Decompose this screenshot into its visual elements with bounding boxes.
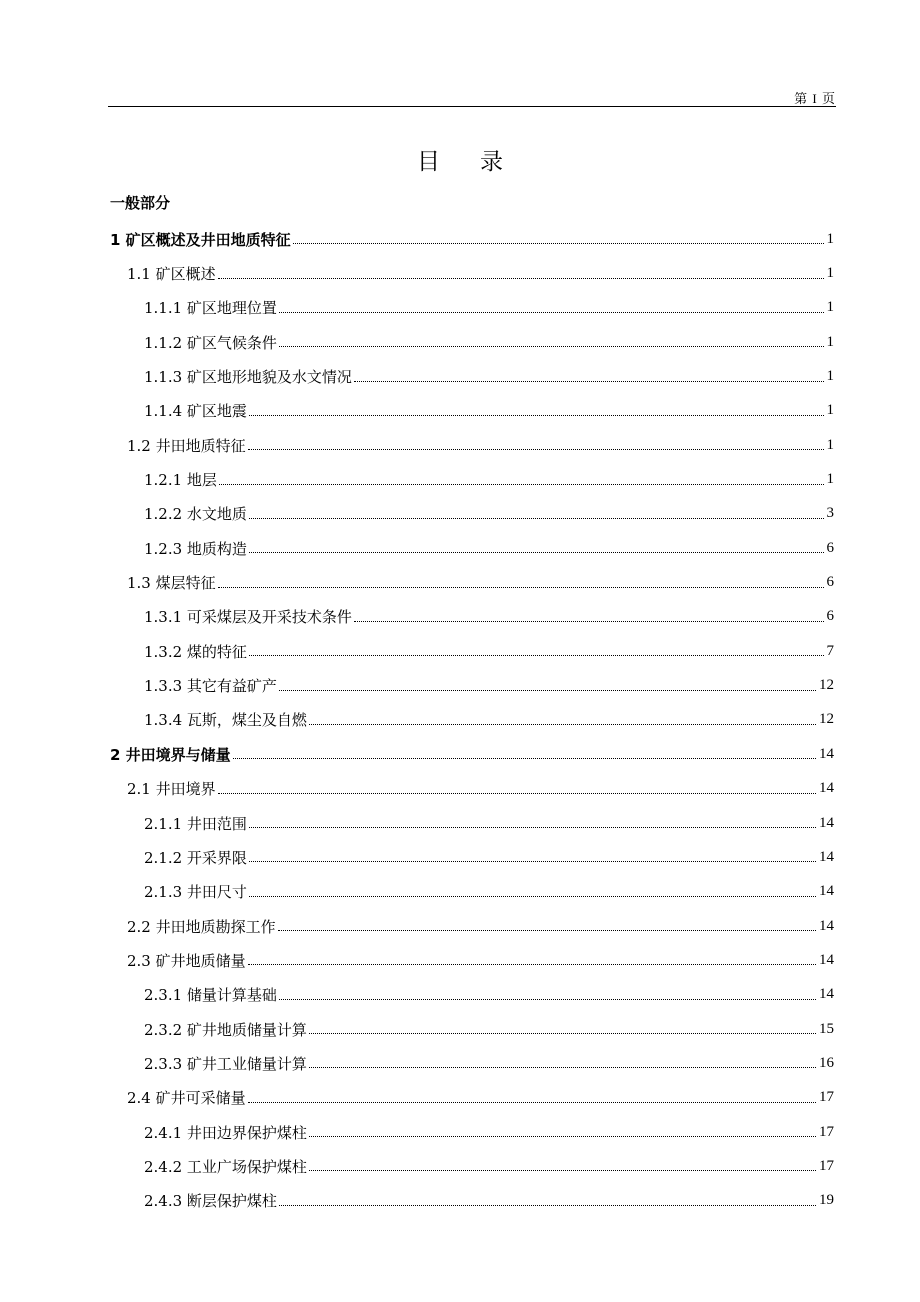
toc-entry[interactable] (0, 600, 920, 634)
toc-dot-leader (249, 896, 816, 897)
toc-entry[interactable] (0, 1046, 920, 1080)
page-number: 第 I 页 (794, 91, 836, 106)
toc-entry-page: 14 (819, 917, 834, 934)
toc-dot-leader (248, 964, 816, 965)
toc-dot-leader (309, 1136, 816, 1137)
toc-entry[interactable] (0, 772, 920, 806)
toc-entry-title: 1.2.2 水文地质 (144, 505, 247, 524)
toc-entry-page: 17 (819, 1123, 834, 1140)
toc-entry-title: 2.1 井田境界 (127, 780, 216, 799)
toc-entry-page: 6 (826, 574, 834, 591)
toc-entry[interactable] (0, 943, 920, 977)
toc-entry-title: 1.1.1 矿区地理位置 (144, 299, 277, 318)
toc-dot-leader (233, 758, 816, 759)
toc-entry[interactable] (0, 531, 920, 565)
toc-entry[interactable] (0, 222, 920, 256)
toc-entry[interactable] (0, 462, 920, 496)
toc-entry[interactable] (0, 359, 920, 393)
toc-entry-title: 1.3.4 瓦斯，煤尘及自燃 (144, 711, 307, 730)
toc-entry-title: 1.3.2 煤的特征 (144, 642, 247, 661)
toc-entry-page: 1 (826, 230, 834, 247)
toc-dot-leader (354, 381, 824, 382)
toc-entry[interactable] (0, 325, 920, 359)
toc-dot-leader (249, 552, 824, 553)
toc-entry-page: 1 (826, 402, 834, 419)
toc-entry-page: 17 (819, 1089, 834, 1106)
toc-entry[interactable] (0, 634, 920, 668)
toc-title: 目录 (417, 149, 543, 175)
toc-dot-leader (248, 1102, 816, 1103)
toc-dot-leader (354, 621, 824, 622)
toc-dot-leader (279, 346, 824, 347)
toc-entry-title: 2.4.3 断层保护煤柱 (144, 1192, 277, 1211)
toc-entry[interactable] (0, 1115, 920, 1149)
toc-entry[interactable] (0, 1184, 920, 1218)
toc-entry[interactable] (0, 1149, 920, 1183)
toc-entry-title: 1.3.1 可采煤层及开采技术条件 (144, 608, 352, 627)
toc-dot-leader (309, 1170, 816, 1171)
toc-entry-title: 1.1 矿区概述 (127, 265, 216, 284)
toc-dot-leader (293, 243, 824, 244)
toc-dot-leader (309, 1067, 816, 1068)
toc-entry-page: 17 (819, 1157, 834, 1174)
toc-entry-page: 15 (819, 1020, 834, 1037)
toc-entry-page: 6 (826, 539, 834, 556)
toc-entry-title: 2.3 矿井地质储量 (127, 951, 246, 970)
toc-entry[interactable] (0, 1012, 920, 1046)
section-heading: 一般部分 (110, 194, 171, 212)
toc-entry[interactable] (0, 1081, 920, 1115)
toc-entry[interactable] (0, 394, 920, 428)
toc-entry-title: 2.4.2 工业广场保护煤柱 (144, 1157, 307, 1176)
toc-entry-title: 1 矿区概述及井田地质特征 (110, 230, 291, 249)
toc-entry-title: 1.1.4 矿区地震 (144, 402, 247, 421)
toc-dot-leader (219, 484, 824, 485)
toc-entry[interactable] (0, 291, 920, 325)
toc-entry[interactable] (0, 840, 920, 874)
table-of-contents (0, 222, 920, 1218)
toc-entry-page: 14 (819, 986, 834, 1003)
toc-entry-page: 1 (826, 436, 834, 453)
toc-dot-leader (248, 449, 824, 450)
toc-dot-leader (309, 1033, 816, 1034)
toc-entry[interactable] (0, 978, 920, 1012)
toc-entry-page: 1 (826, 265, 834, 282)
toc-entry[interactable] (0, 428, 920, 462)
toc-dot-leader (279, 1205, 816, 1206)
toc-entry-page: 1 (826, 471, 834, 488)
toc-entry-title: 2.1.2 开采界限 (144, 848, 247, 867)
toc-entry-page: 14 (819, 848, 834, 865)
toc-entry-title: 2.4 矿井可采储量 (127, 1089, 246, 1108)
toc-entry-title: 2.3.3 矿井工业储量计算 (144, 1054, 307, 1073)
toc-entry[interactable] (0, 909, 920, 943)
toc-dot-leader (279, 999, 816, 1000)
toc-entry-page: 6 (826, 608, 834, 625)
toc-entry-page: 16 (819, 1054, 834, 1071)
toc-dot-leader (279, 312, 824, 313)
toc-dot-leader (278, 930, 816, 931)
toc-dot-leader (279, 690, 816, 691)
toc-dot-leader (249, 518, 824, 519)
toc-dot-leader (309, 724, 816, 725)
toc-entry-title: 2.4.1 井田边界保护煤柱 (144, 1123, 307, 1142)
toc-entry[interactable] (0, 806, 920, 840)
toc-dot-leader (218, 587, 824, 588)
toc-entry-page: 14 (819, 814, 834, 831)
toc-entry-page: 3 (826, 505, 834, 522)
toc-entry-page: 1 (826, 368, 834, 385)
toc-entry-title: 1.2.1 地层 (144, 471, 217, 490)
toc-entry-page: 14 (819, 780, 834, 797)
toc-entry[interactable] (0, 497, 920, 531)
toc-entry[interactable] (0, 703, 920, 737)
toc-entry-title: 1.2.3 地质构造 (144, 539, 247, 558)
toc-entry[interactable] (0, 737, 920, 771)
toc-entry-page: 12 (819, 677, 834, 694)
toc-entry-title: 2.1.3 井田尺寸 (144, 883, 247, 902)
toc-dot-leader (218, 793, 816, 794)
toc-entry-title: 1.3.3 其它有益矿产 (144, 677, 277, 696)
toc-entry[interactable] (0, 875, 920, 909)
toc-entry-title: 1.1.2 矿区气候条件 (144, 333, 277, 352)
page-header (108, 86, 836, 107)
toc-dot-leader (249, 861, 816, 862)
toc-dot-leader (249, 415, 824, 416)
toc-entry-page: 12 (819, 711, 834, 728)
toc-entry-title: 2.2 井田地质勘探工作 (127, 917, 276, 936)
toc-entry[interactable] (0, 256, 920, 290)
toc-entry-title: 2.3.2 矿井地质储量计算 (144, 1020, 307, 1039)
toc-entry-page: 14 (819, 951, 834, 968)
toc-entry[interactable] (0, 565, 920, 599)
toc-entry-title: 2.3.1 储量计算基础 (144, 986, 277, 1005)
toc-entry-page: 1 (826, 299, 834, 316)
toc-dot-leader (218, 278, 824, 279)
toc-dot-leader (249, 655, 824, 656)
toc-entry-title: 1.2 井田地质特征 (127, 436, 246, 455)
toc-entry-page: 14 (819, 883, 834, 900)
toc-entry-title: 1.1.3 矿区地形地貌及水文情况 (144, 368, 352, 387)
toc-entry-title: 2 井田境界与储量 (110, 745, 231, 764)
toc-entry-page: 7 (826, 642, 834, 659)
toc-entry[interactable] (0, 668, 920, 702)
toc-entry-title: 2.1.1 井田范围 (144, 814, 247, 833)
toc-entry-page: 1 (826, 333, 834, 350)
toc-dot-leader (249, 827, 816, 828)
toc-entry-title: 1.3 煤层特征 (127, 574, 216, 593)
toc-entry-page: 14 (819, 745, 834, 762)
toc-entry-page: 19 (819, 1192, 834, 1209)
